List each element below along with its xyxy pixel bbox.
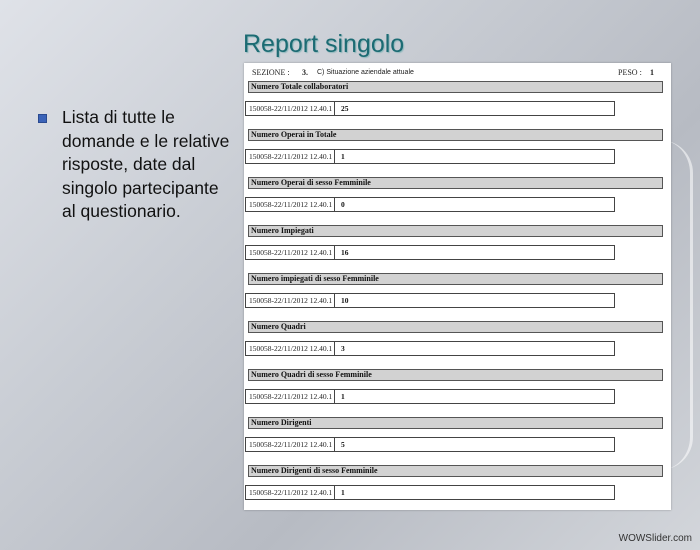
slide-title: Report singolo <box>243 30 405 58</box>
response-id: 150058-22/11/2012 12.40.1 <box>246 342 335 355</box>
answer-value: 0 <box>341 200 345 209</box>
answer-value: 5 <box>341 440 345 449</box>
answer-value: 10 <box>341 296 349 305</box>
answer-row <box>245 389 615 404</box>
question-label: Numero Impiegati <box>248 225 663 237</box>
report-screenshot <box>244 63 671 510</box>
answer-value: 16 <box>341 248 349 257</box>
question-label: Numero impiegati di sesso Femminile <box>248 273 663 285</box>
square-bullet-icon <box>38 114 47 123</box>
question-label: Numero Totale collaboratori <box>248 81 663 93</box>
watermark: WOWSlider.com <box>618 533 692 544</box>
answer-row <box>245 149 615 164</box>
answer-row <box>245 245 615 260</box>
question-label: Numero Dirigenti di sesso Femminile <box>248 465 663 477</box>
question-label: Numero Operai di sesso Femminile <box>248 177 663 189</box>
answer-value: 25 <box>341 104 349 113</box>
response-id: 150058-22/11/2012 12.40.1 <box>246 438 335 451</box>
response-id: 150058-22/11/2012 12.40.1 <box>246 294 335 307</box>
sezione-title: C) Situazione aziendale attuale <box>317 69 414 76</box>
answer-row <box>245 485 615 500</box>
response-id: 150058-22/11/2012 12.40.1 <box>246 390 335 403</box>
answer-row <box>245 293 615 308</box>
sezione-label: SEZIONE : <box>252 68 290 77</box>
answer-value: 1 <box>341 392 345 401</box>
answer-row <box>245 101 615 116</box>
question-label: Numero Quadri <box>248 321 663 333</box>
report-header <box>252 68 657 80</box>
answer-row <box>245 437 615 452</box>
answer-value: 1 <box>341 152 345 161</box>
answer-value: 1 <box>341 488 345 497</box>
answer-row <box>245 197 615 212</box>
response-id: 150058-22/11/2012 12.40.1 <box>246 150 335 163</box>
question-label: Numero Dirigenti <box>248 417 663 429</box>
response-id: 150058-22/11/2012 12.40.1 <box>246 102 335 115</box>
answer-row <box>245 341 615 356</box>
question-label: Numero Quadri di sesso Femminile <box>248 369 663 381</box>
bullet-text: Lista di tutte le domande e le relative risposte, date dal singolo partecipante al questionario. <box>62 107 230 221</box>
response-id: 150058-22/11/2012 12.40.1 <box>246 246 335 259</box>
question-label: Numero Operai in Totale <box>248 129 663 141</box>
sezione-number: 3. <box>302 68 308 77</box>
answer-value: 3 <box>341 344 345 353</box>
peso-value: 1 <box>650 68 654 77</box>
peso-label: PESO : <box>618 68 642 77</box>
response-id: 150058-22/11/2012 12.40.1 <box>246 198 335 211</box>
response-id: 150058-22/11/2012 12.40.1 <box>246 486 335 499</box>
